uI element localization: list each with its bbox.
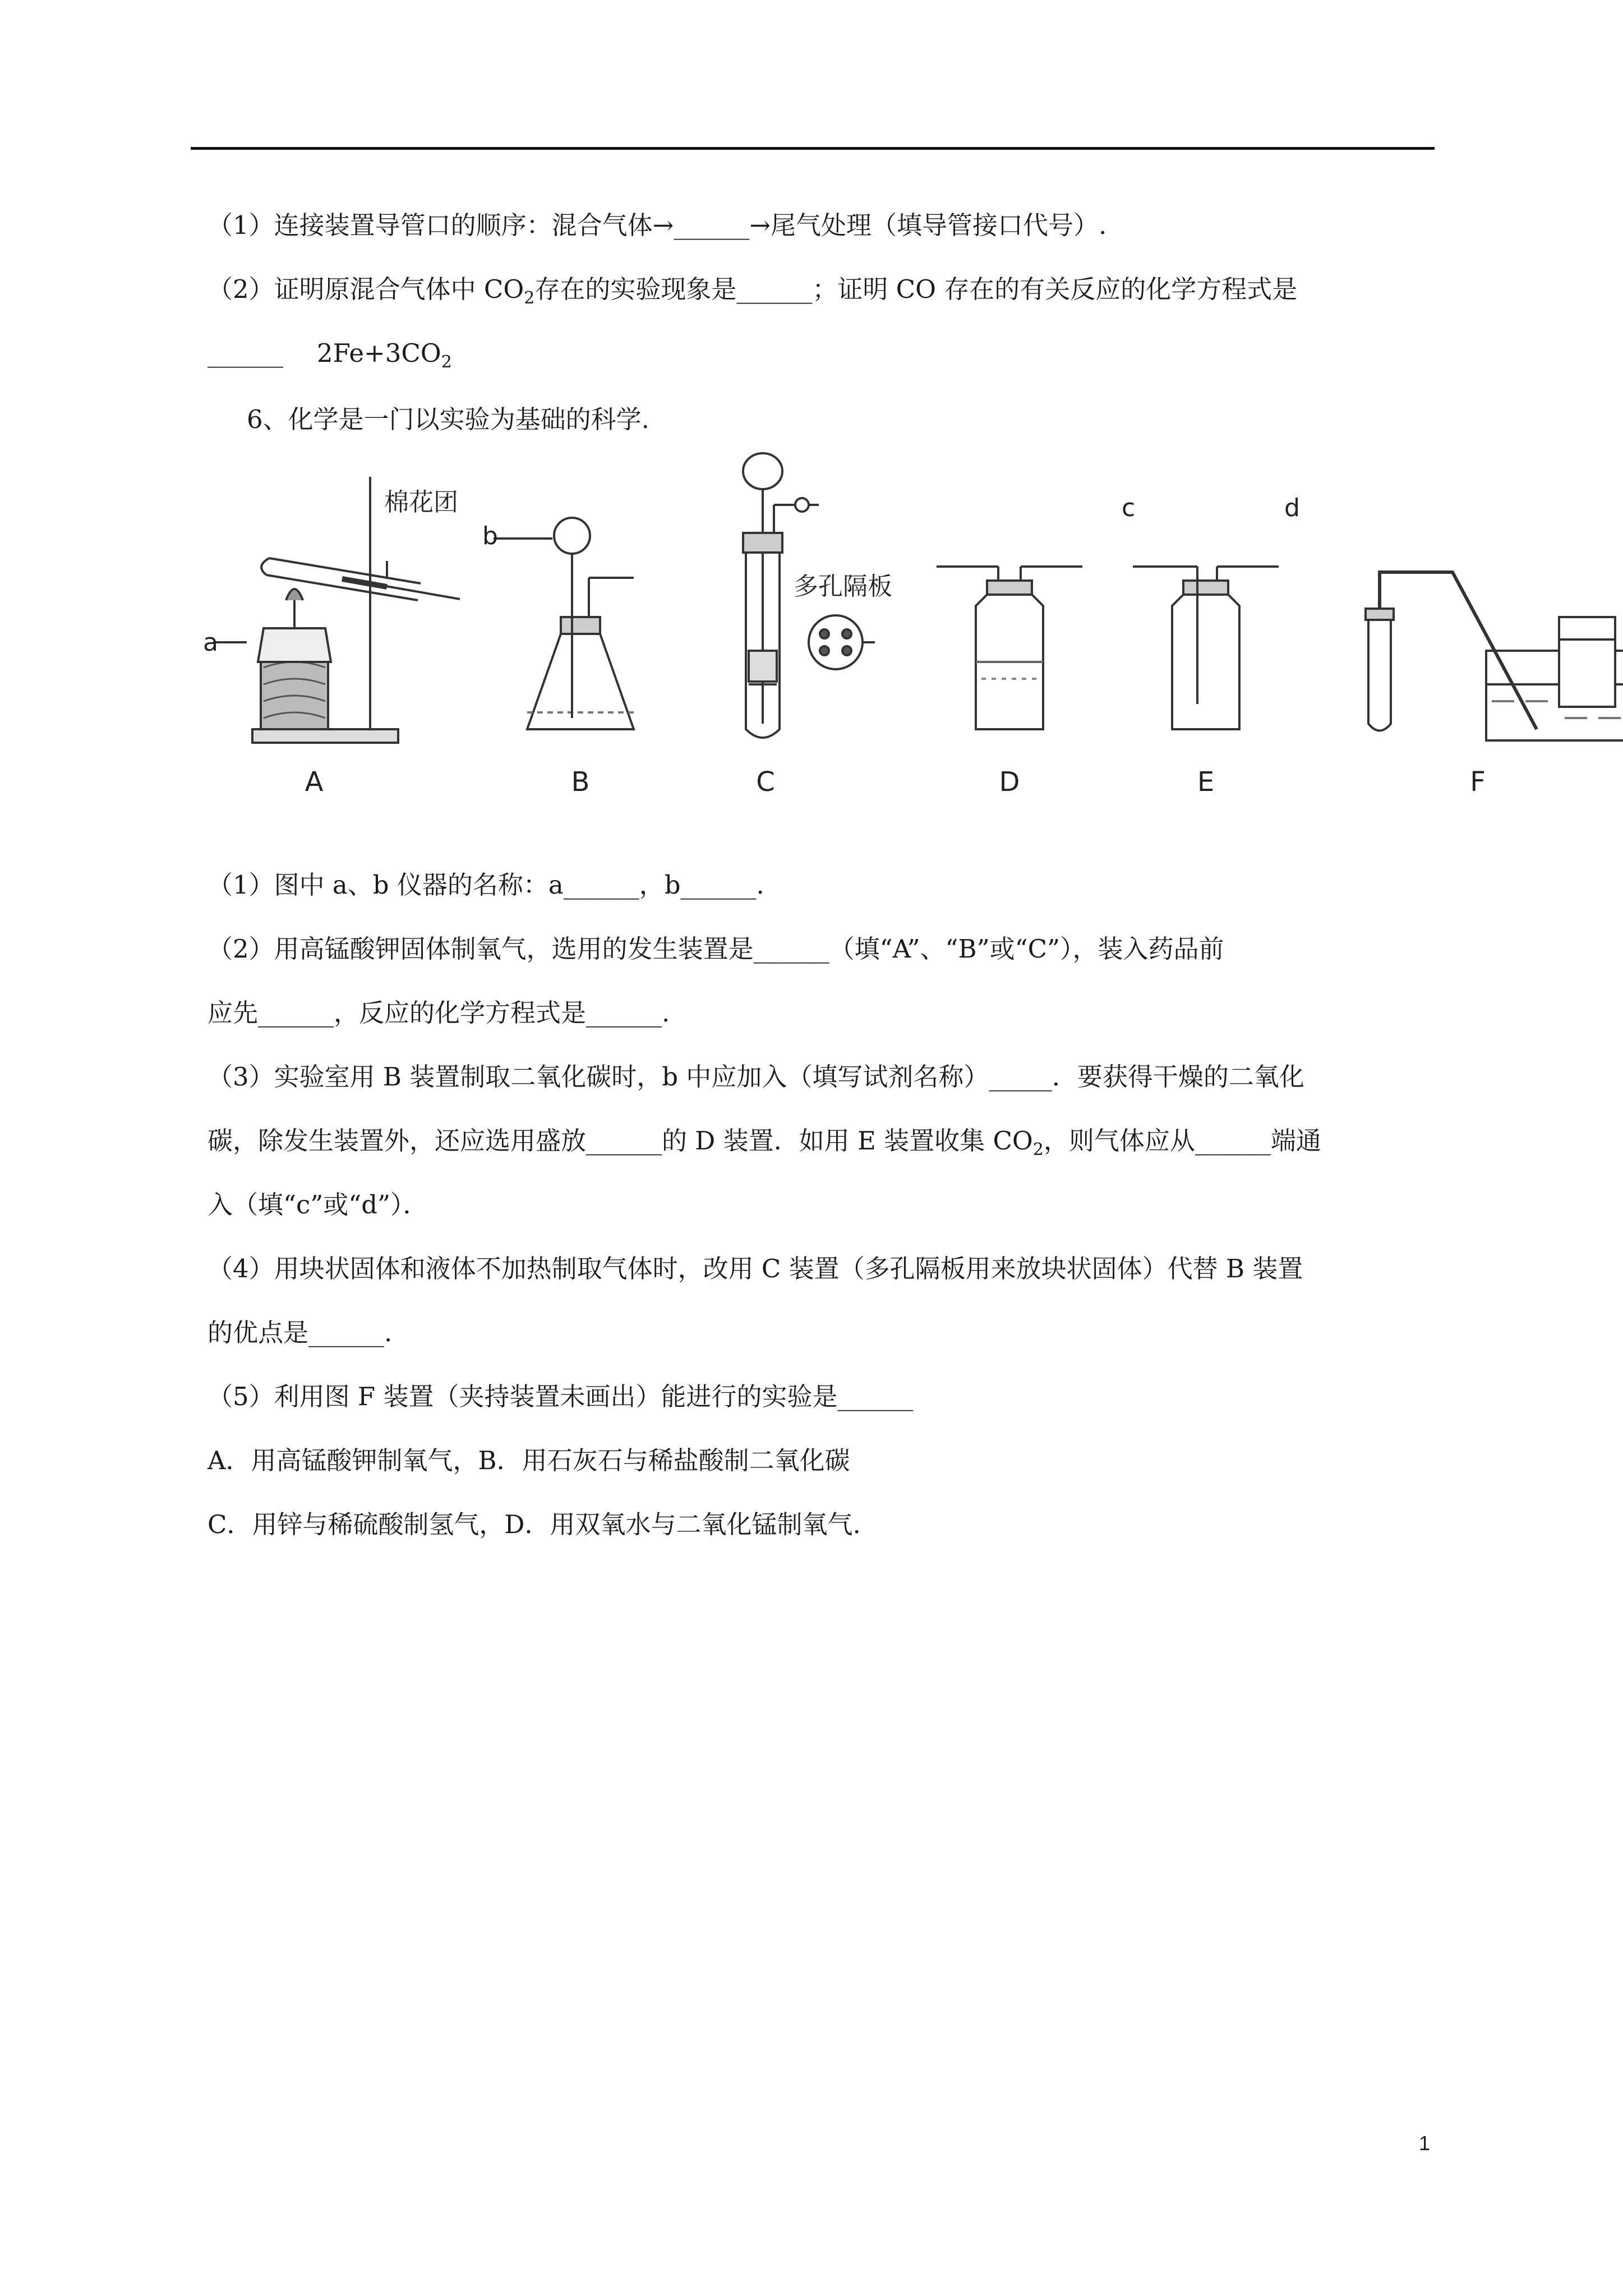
page-number: 1 <box>1419 2132 1431 2155</box>
answer-blank: ______ <box>208 338 283 368</box>
q6-sub3-line1 <box>208 1060 1430 1094</box>
caption-f: F <box>1470 766 1486 797</box>
apparatus-f <box>1366 572 1623 797</box>
q6-sub3-text1: （3）实验室用 B 装置制取二氧化碳时，b 中应加入（填写试剂名称）_____．要获得干燥的二氧化 <box>208 1062 1304 1092</box>
header-rule <box>191 147 1435 150</box>
label-d: d <box>1284 494 1300 522</box>
label-a: a <box>203 628 218 657</box>
apparatus-b <box>482 518 634 797</box>
q6-sub2-line1 <box>208 932 1430 966</box>
caption-e: E <box>1197 766 1215 797</box>
caption-c: C <box>756 766 775 797</box>
porous-plate-label: 多孔隔板 <box>794 572 892 601</box>
q6-sub1: （1）图中 a、b 仪器的名称：a______，b______. <box>208 870 764 900</box>
q5-part2 <box>208 273 1430 315</box>
cotton-label: 棉花团 <box>384 488 458 517</box>
equation-product: $2Fe+3CO_2$ <box>317 338 452 372</box>
q6-title: 6、化学是一门以实验为基础的科学. <box>247 404 649 434</box>
q6-sub4-line1 <box>208 1252 1430 1286</box>
label-b: b <box>482 522 498 550</box>
q6-sub5: （5）利用图 F 装置（夹持装置未画出）能进行的实验是______ <box>208 1382 914 1411</box>
q6-sub2-line2: 应先______，反应的化学方程式是______. <box>208 998 670 1028</box>
q5-part1: （1）连接装置导管口的顺序：混合气体→______→尾气处理（填导管接口代号）. <box>208 210 1107 240</box>
apparatus-e <box>1122 494 1300 797</box>
caption-b: B <box>571 766 590 797</box>
apparatus-a <box>203 477 460 797</box>
q6-sub3-line2 <box>208 1124 1430 1167</box>
option-a-b: A．用高锰酸钾制氧气，B．用石灰石与稀盐酸制二氧化碳 <box>208 1446 850 1475</box>
option-c-d: C．用锌与稀硫酸制氢气，D．用双氧水与二氧化锰制氧气. <box>208 1510 861 1539</box>
q5-part2-text: （2）证明原混合气体中 CO2存在的实验现象是______；证明 CO 存在的有关反应的化学方程式是 <box>208 274 1298 308</box>
apparatus-d <box>937 567 1082 797</box>
caption-a: A <box>305 766 324 797</box>
q6-sub3-line3: 入（填“c”或“d”）． <box>208 1190 428 1220</box>
apparatus-c <box>743 453 892 797</box>
q6-sub2-text1: （2）用高锰酸钾固体制氧气，选用的发生装置是______（填“A”、“B”或“C”），装入药品前 <box>208 934 1224 964</box>
q6-sub4-text1: （4）用块状固体和液体不加热制取气体时，改用 C 装置（多孔隔板用来放块状固体）代替 B 装置 <box>208 1254 1303 1283</box>
q6-sub3-text2: 碳，除发生装置外，还应选用盛放______的 D 装置．如用 E 装置收集 CO2，则气体应从______端通 <box>208 1126 1321 1159</box>
q6-sub4-line2: 的优点是______. <box>208 1318 393 1347</box>
caption-d: D <box>999 766 1020 797</box>
label-c: c <box>1122 494 1136 522</box>
q5-equation-line <box>208 337 452 379</box>
apparatus-figure <box>202 449 1623 797</box>
